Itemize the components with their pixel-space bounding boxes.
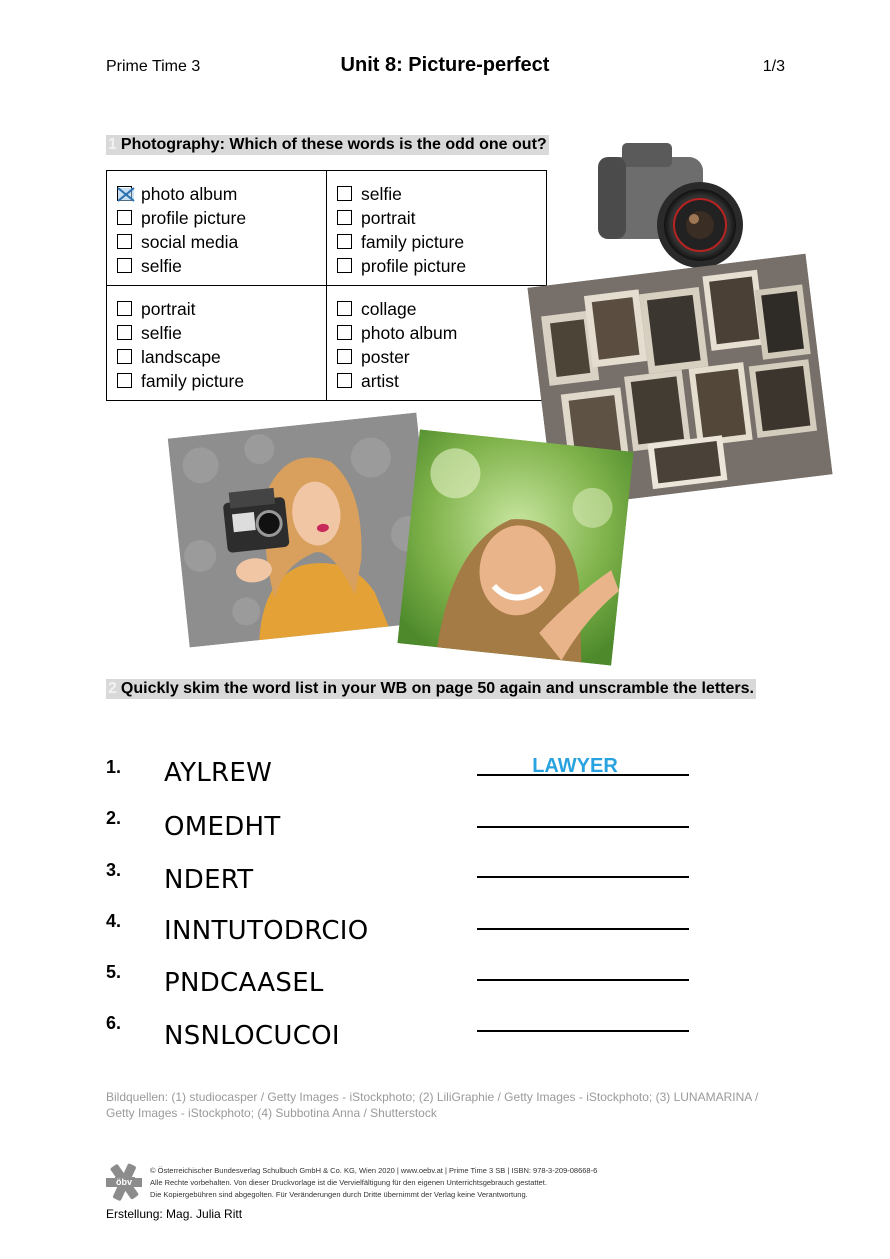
author-credit: Erstellung: Mag. Julia Ritt	[106, 1207, 243, 1221]
scrambled-word: NDERT	[164, 865, 254, 895]
task1-heading	[106, 135, 549, 155]
checkbox[interactable]	[337, 301, 352, 316]
answer-line[interactable]	[477, 774, 689, 776]
task1-number: 1	[108, 136, 117, 153]
option-item[interactable]	[117, 345, 221, 369]
option-label: artist	[361, 371, 399, 391]
option-label: selfie	[361, 184, 402, 204]
obv-logo-icon	[106, 1163, 142, 1201]
task2-number: 2	[108, 680, 117, 697]
checkbox[interactable]	[117, 234, 132, 249]
logo-text: öbv	[115, 1177, 133, 1187]
option-label: family picture	[361, 232, 465, 252]
selfie-photo	[397, 429, 633, 665]
checkbox[interactable]	[337, 373, 352, 388]
option-label: portrait	[361, 208, 416, 228]
scrambled-word: NSNLOCUCOI	[164, 1021, 340, 1051]
checkbox[interactable]	[337, 349, 352, 364]
checkbox[interactable]	[117, 210, 132, 225]
answer-line[interactable]	[477, 1030, 689, 1032]
odd-one-out-grid	[106, 170, 547, 401]
woman-camera-image	[168, 413, 439, 648]
option-item[interactable]	[337, 254, 466, 278]
legal-line: © Österreichischer Bundesverlag Schulbuch GmbH & Co. KG, Wien 2020 | www.oebv.at | Prime Time 3 SB | ISBN: 978-3-209-08668-6	[150, 1166, 598, 1175]
woman-with-camera-photo	[168, 413, 439, 648]
legal-line: Die Kopiergebühren sind abgegolten. Für Veränderungen durch Dritte übernimmt der Verlag keine Verantwortung.	[150, 1190, 528, 1199]
checkbox[interactable]	[117, 325, 132, 340]
option-label: landscape	[141, 347, 221, 367]
option-label: photo album	[361, 323, 458, 343]
image-credits: Bildquellen: (1) studiocasper / Getty Images - iStockphoto; (2) LiliGraphie / Getty Images - iStockphoto; (3) LUNAMARINA / Getty Images - iStockphoto; (4) Subbotina Anna / Shutterstock	[106, 1090, 759, 1120]
selfie-image	[397, 429, 633, 665]
answer-line[interactable]	[477, 826, 689, 828]
answer-line[interactable]	[477, 928, 689, 930]
checkbox[interactable]	[117, 373, 132, 388]
option-item[interactable]	[337, 206, 415, 230]
checkbox[interactable]	[337, 210, 352, 225]
camera-photo	[590, 135, 750, 270]
option-label: selfie	[141, 323, 182, 343]
item-number: 6.	[106, 1013, 122, 1033]
option-label: profile picture	[141, 208, 247, 228]
option-item[interactable]	[337, 369, 399, 393]
answer-line[interactable]	[477, 979, 689, 981]
checkbox[interactable]	[337, 186, 352, 201]
checkbox[interactable]	[337, 234, 352, 249]
item-number: 4.	[106, 911, 122, 931]
task2-heading	[106, 679, 756, 699]
checkbox[interactable]	[337, 258, 352, 273]
option-item[interactable]	[337, 297, 416, 321]
option-label: family picture	[141, 371, 245, 391]
word-group-1	[107, 171, 327, 286]
option-item[interactable]	[117, 369, 244, 393]
option-item[interactable]	[337, 230, 464, 254]
option-item[interactable]	[117, 206, 246, 230]
checkbox[interactable]	[117, 301, 132, 316]
checkbox[interactable]	[117, 349, 132, 364]
option-item[interactable]	[117, 297, 195, 321]
scrambled-word: OMEDHT	[164, 812, 281, 842]
task1-title: Photography: Which of these words is the odd one out?	[120, 136, 547, 153]
item-number: 2.	[106, 808, 122, 828]
scrambled-word: AYLREW	[164, 758, 273, 788]
legal-line: Alle Rechte vorbehalten. Von dieser Druckvorlage ist die Vervielfältigung für den eigenen Unterrichtsgebrauch gestattet.	[150, 1178, 547, 1187]
option-label: collage	[361, 299, 417, 319]
item-number: 5.	[106, 962, 122, 982]
answer-line[interactable]	[477, 876, 689, 878]
option-label: photo album	[141, 184, 238, 204]
cross-mark-icon	[116, 184, 136, 204]
page-title: Unit 8: Picture-perfect	[340, 54, 550, 76]
option-label: portrait	[141, 299, 196, 319]
word-group-3	[107, 286, 327, 401]
option-label: profile picture	[361, 256, 467, 276]
option-item[interactable]	[337, 345, 410, 369]
word-group-4	[327, 286, 547, 401]
answer-text: LAWYER	[532, 755, 618, 777]
option-item[interactable]	[117, 254, 182, 278]
option-label: social media	[141, 232, 239, 252]
item-number: 1.	[106, 757, 122, 777]
option-label: selfie	[141, 256, 182, 276]
publisher-logo	[106, 1163, 142, 1201]
option-item[interactable]	[117, 230, 238, 254]
word-group-2	[327, 171, 547, 286]
scrambled-word: INNTUTODRCIO	[164, 916, 369, 946]
legal-notice	[150, 1165, 597, 1201]
page-number: 1/3	[762, 58, 785, 75]
item-number: 3.	[106, 860, 122, 880]
checkbox[interactable]	[117, 258, 132, 273]
option-item[interactable]	[117, 182, 237, 206]
header-book-title: Prime Time 3	[106, 58, 201, 75]
task2-title: Quickly skim the word list in your WB on page 50 again and unscramble the letters.	[120, 680, 754, 697]
checkbox-checked[interactable]	[117, 186, 132, 201]
option-item[interactable]	[337, 182, 402, 206]
option-item[interactable]	[337, 321, 457, 345]
checkbox[interactable]	[337, 325, 352, 340]
option-label: poster	[361, 347, 410, 367]
scrambled-word: PNDCAASEL	[164, 968, 324, 998]
option-item[interactable]	[117, 321, 182, 345]
